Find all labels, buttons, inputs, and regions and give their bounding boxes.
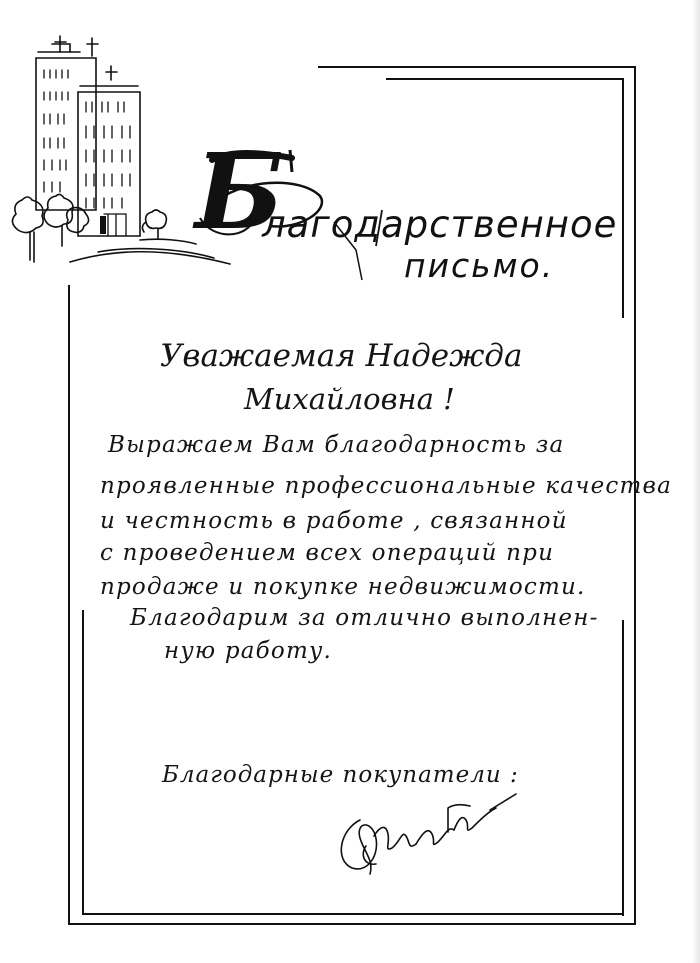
body-line-7: ную работу. [164, 638, 333, 664]
title-initial-letter: Б [195, 130, 284, 253]
body-line-2: проявленные профессиональные качества [100, 473, 673, 499]
title-flourish [0, 0, 700, 300]
body-line-4: с проведением всех операций при [100, 540, 555, 566]
frame-inner-right-lower [622, 620, 624, 916]
frame-outer-left [68, 285, 70, 925]
greeting-line-2: Михайловна ! [244, 382, 455, 416]
body-line-5: продаже и покупке недвижимости. [100, 574, 586, 600]
frame-inner-bottom [82, 913, 624, 915]
frame-inner-left [82, 610, 84, 915]
frame-outer-bottom [68, 923, 636, 925]
signature-label: Благодарные покупатели : [162, 762, 519, 788]
body-line-1: Выражаем Вам благодарность за [108, 432, 565, 458]
body-line-3: и честность в работе , связанной [100, 508, 568, 534]
title-second-line: письмо. [404, 246, 555, 285]
title-first-line: лагодарственное [262, 203, 618, 246]
greeting-line-1: Уважаемая Надежда [160, 338, 523, 374]
handwritten-signature [330, 790, 520, 880]
body-line-6: Благодарим за отлично выполнен- [130, 605, 599, 631]
